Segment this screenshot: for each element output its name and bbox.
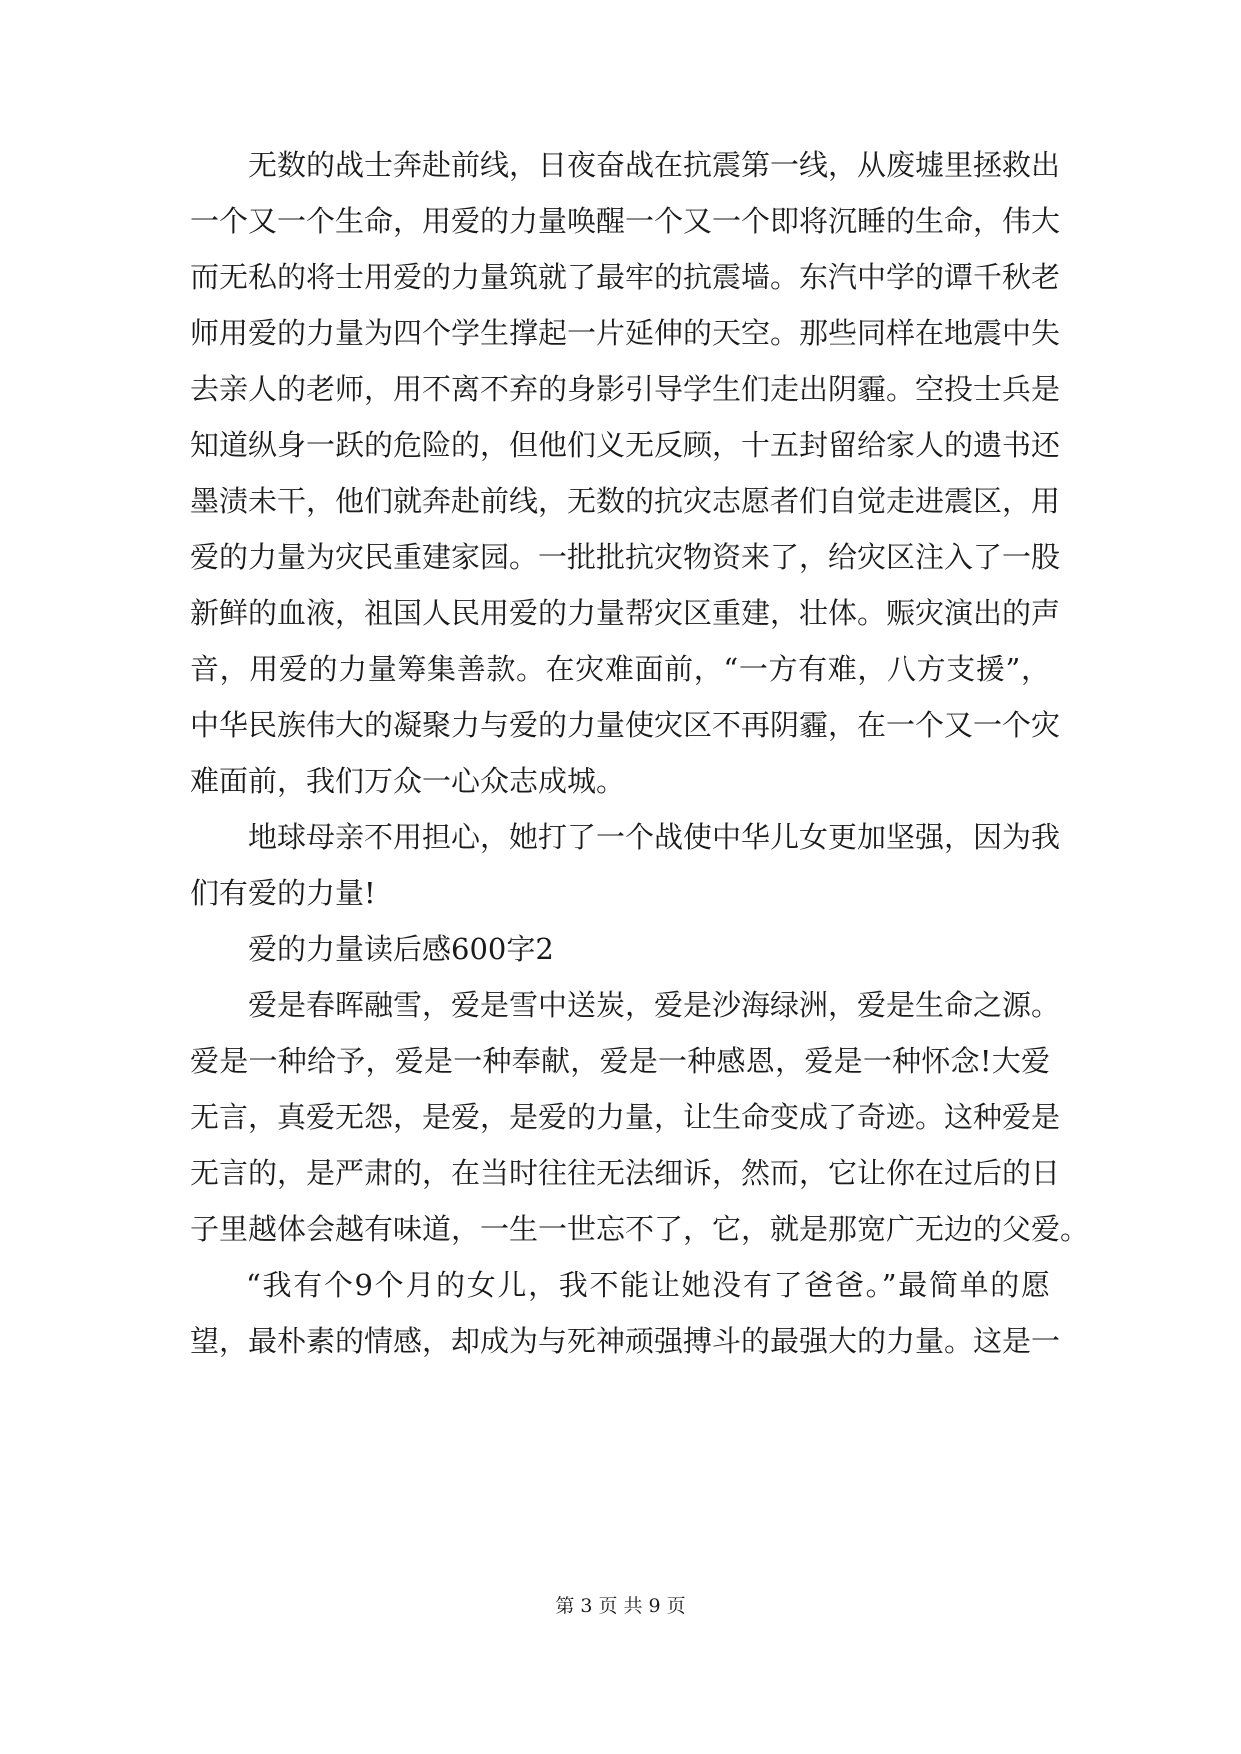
text-line: 墨渍未干，他们就奔赴前线，无数的抗灾志愿者们自觉走进震区，用 (190, 484, 1061, 518)
text-line: 无数的战士奔赴前线，日夜奋战在抗震第一线，从废墟里拯救出 (248, 148, 1061, 182)
text-line: 爱的力量为灾民重建家园。一批批抗灾物资来了，给灾区注入了一股 (190, 540, 1061, 574)
text-line: 音，用爱的力量筹集善款。在灾难面前，“一方有难，八方支援”， (190, 652, 1050, 686)
text-line: 知道纵身一跃的危险的，但他们义无反顾，十五封留给家人的遗书还 (190, 428, 1061, 462)
text-line: 新鲜的血液，祖国人民用爱的力量帮灾区重建，壮体。赈灾演出的声 (190, 596, 1061, 630)
text-line: 们有爱的力量! (190, 876, 376, 910)
text-line: 爱是春晖融雪，爱是雪中送炭，爱是沙海绿洲，爱是生命之源。 (248, 988, 1061, 1022)
text-line: 中华民族伟大的凝聚力与爱的力量使灾区不再阴霾，在一个又一个灾 (190, 708, 1061, 742)
text-line: “我有个9个月的女儿，我不能让她没有了爸爸。”最简单的愿 (246, 1268, 1050, 1302)
page-number-footer: 第 3 页 共 9 页 (555, 1595, 686, 1617)
text-line: 望，最朴素的情感，却成为与死神顽强搏斗的最强大的力量。这是一 (190, 1324, 1061, 1358)
text-line: 无言的，是严肃的，在当时往往无法细诉，然而，它让你在过后的日 (190, 1156, 1061, 1190)
text-line: 爱是一种给予，爱是一种奉献，爱是一种感恩，爱是一种怀念!大爱 (190, 1044, 1050, 1078)
text-line: 地球母亲不用担心，她打了一个战使中华儿女更加坚强，因为我 (248, 820, 1061, 854)
text-line: 难面前，我们万众一心众志成城。 (190, 764, 626, 798)
text-line: 师用爱的力量为四个学生撑起一片延伸的天空。那些同样在地震中失 (190, 316, 1061, 350)
text-line: 无言，真爱无怨，是爱，是爱的力量，让生命变成了奇迹。这种爱是 (190, 1100, 1061, 1134)
section-heading: 爱的力量读后感600字2 (248, 932, 554, 966)
text-line: 而无私的将士用爱的力量筑就了最牢的抗震墙。东汽中学的谭千秋老 (190, 260, 1061, 294)
text-line: 去亲人的老师，用不离不弃的身影引导学生们走出阴霾。空投士兵是 (190, 372, 1061, 406)
text-line: 一个又一个生命，用爱的力量唤醒一个又一个即将沉睡的生命，伟大 (190, 204, 1061, 238)
text-line: 子里越体会越有味道，一生一世忘不了，它，就是那宽广无边的父爱。 (190, 1212, 1090, 1246)
